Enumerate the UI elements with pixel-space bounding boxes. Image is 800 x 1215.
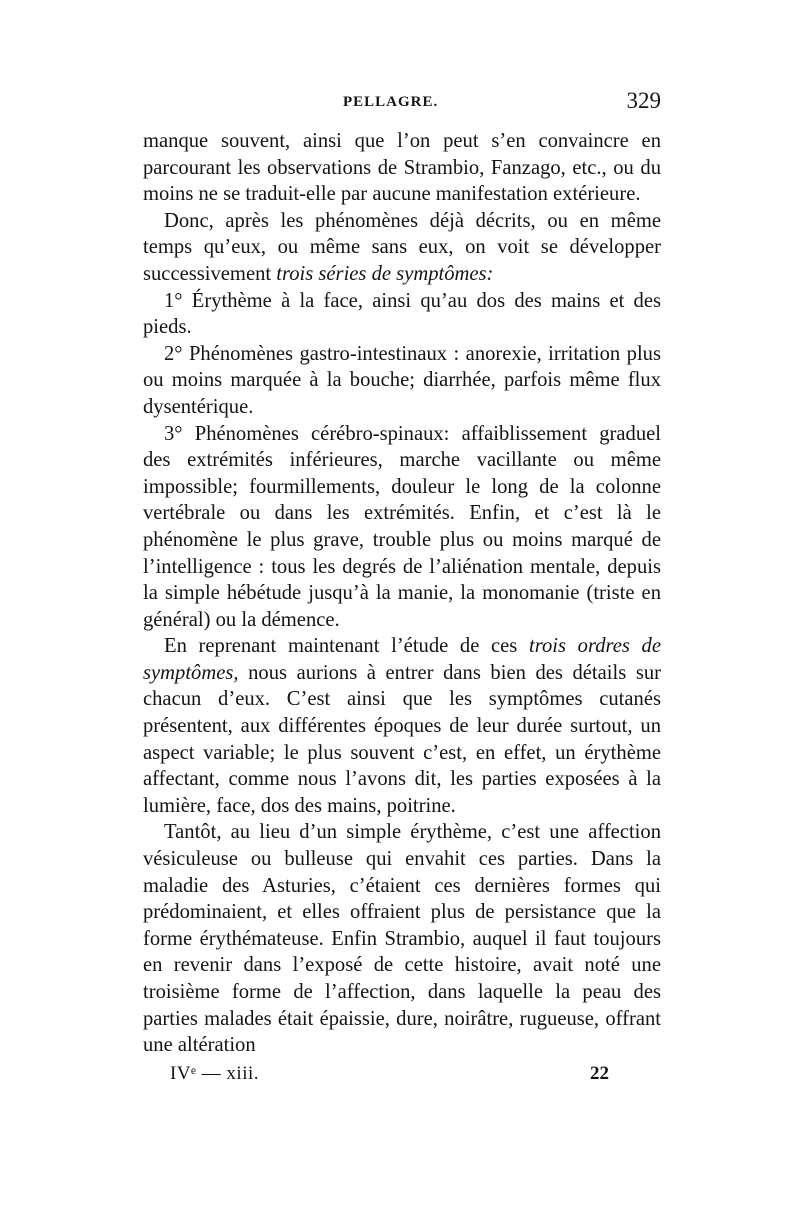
body-text <box>143 128 661 1059</box>
paragraph <box>143 208 661 288</box>
text-segment: 3° Phénomènes cérébro-spinaux: affaiblissement graduel des extrémités inférieures, marche vacillante ou même impossible; fourmillements, douleur le long de la colonne vertébrale ou dans les extrémités. Enfin, et c’est là le phénomène le plus grave, trouble plus ou moins marqué de l’intelligence : tous les degrés de l’aliénation mentale, depuis la simple hébétude jusqu’à la manie, la monomanie (triste en général) ou la démence. <box>143 422 661 631</box>
paragraph <box>143 341 661 421</box>
text-segment: Donc, après les phénomènes déjà décrits, ou en même temps qu’eux, ou même sans eux, on voit se développer successivement <box>143 209 661 285</box>
paragraph <box>143 819 661 1058</box>
text-segment: En reprenant maintenant l’étude de ces <box>164 635 529 658</box>
sheet-number: 22 <box>590 1062 609 1084</box>
text-segment: 2° Phénomènes gastro-intestinaux : anorexie, irritation plus ou moins marquée à la bouche; diarrhée, parfois même flux dysentérique. <box>143 342 661 418</box>
running-title: PELLAGRE. <box>343 94 439 110</box>
italic-text-segment: trois séries de symptômes: <box>276 262 494 285</box>
paragraph <box>143 421 661 634</box>
book-page <box>143 88 661 1093</box>
running-head <box>143 88 661 128</box>
italic-text-segment: trois ordres de symptômes, <box>143 635 661 684</box>
paragraph <box>143 288 661 341</box>
page-number: 329 <box>626 88 661 113</box>
text-segment: manque souvent, ainsi que l’on peut s’en convaincre en parcourant les observations de Strambio, Fanzago, etc., ou du moins ne se traduit-elle par aucune manifestation extérieure. <box>143 130 661 206</box>
page-footer <box>143 1063 661 1093</box>
paragraph <box>143 128 661 208</box>
text-segment: Tantôt, au lieu d’un simple érythème, c’est une affection vésiculeuse ou bulleuse qui envahit ces parties. Dans la maladie des Asturies, c’étaient ces dernières formes qui prédominaient, et elles offraient plus de persistance que la forme érythémateuse. Enfin Strambio, auquel il faut toujours en revenir dans l’exposé de cette histoire, avait noté une troisième forme de l’affection, dans laquelle la peau des parties malades était épaissie, dure, noirâtre, rugueuse, offrant une altération <box>143 821 661 1057</box>
text-segment: 1° Érythème à la face, ainsi qu’au dos des mains et des pieds. <box>143 289 661 339</box>
paragraph <box>143 633 661 819</box>
signature-mark: IVᵉ — xiii. <box>170 1062 260 1084</box>
text-segment: nous aurions à entrer dans bien des détails sur chacun d’eux. C’est ainsi que les symptômes cutanés présentent, aux différentes époques de leur durée surtout, un aspect variable; le plus souvent c’est, en effet, un érythème affectant, comme nous l’avons dit, les parties exposées à la lumière, face, dos des mains, poitrine. <box>143 661 661 817</box>
